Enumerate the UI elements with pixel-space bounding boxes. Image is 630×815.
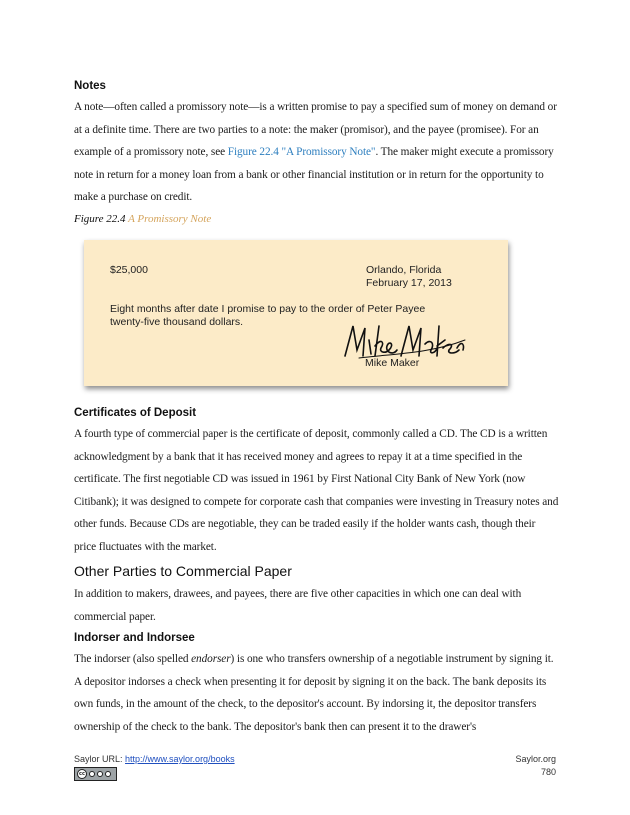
promissory-note-image [84, 240, 508, 386]
cc-sa-icon [105, 771, 111, 777]
notes-heading: Notes [74, 80, 106, 92]
cd-section [74, 407, 560, 558]
footer-url-label: Saylor URL: [74, 754, 126, 764]
notes-paragraph: A note—often called a promissory note—is a written promise to pay a specified sum of money on demand or at a definite time. There are two parties to a note: the maker (promisor), and the payee (promisee). For an example of a promissory note, see Figure 22.4 "A Promissory Note". The maker might execute a promissory note in return for a money loan from a bank or other financial institution or in return for the opportunity to make a purchase on credit. [74, 101, 557, 203]
footer-url-link[interactable]: http://www.saylor.org/books [125, 754, 235, 764]
check-line-1: Eight months after date I promise to pay to the order of Peter Payee [110, 303, 426, 315]
check-line-2: twenty-five thousand dollars. [110, 316, 244, 328]
check-date: February 17, 2013 [366, 277, 452, 289]
notes-section [74, 80, 560, 225]
cc-nc-icon [97, 771, 103, 777]
page-number: 780 [540, 767, 556, 777]
other-parties-heading: Other Parties to Commercial Paper [74, 563, 292, 579]
check-amount: $25,000 [110, 264, 148, 276]
check-place: Orlando, Florida [366, 264, 442, 276]
indorser-heading: Indorser and Indorsee [74, 632, 195, 644]
other-parties-paragraph: In addition to makers, drawees, and payees, there are five other capacities in which one can deal with commercial paper. [74, 588, 522, 623]
indorser-paragraph: The indorser (also spelled endorser) is one who transfers ownership of a negotiable instrument by signing it. A depositor indorses a check when presenting it for deposit by signing it on the back. The bank deposits its own funds, in the amount of the check, to the depositor's account. By indorsing it, the depositor transfers ownership of the check to the bank. The depositor's bank then can present it to the drawer's [74, 653, 554, 733]
cd-heading: Certificates of Deposit [74, 407, 197, 419]
figure-link[interactable]: Figure 22.4 "A Promissory Note" [227, 146, 376, 158]
check-signer-name: Mike Maker [365, 357, 420, 369]
cc-by-icon [89, 771, 95, 777]
cd-paragraph: A fourth type of commercial paper is the certificate of deposit, commonly called a CD. The CD is a written acknowledgment by a bank that it has received money and agrees to repay it at a time specified in the certificate. The first negotiable CD was issued in 1961 by First National City Bank of New York (now Citibank); it was designed to compete for corporate cash that companies were investing in Treasury notes and other funds. Because CDs are negotiable, they can be traded easily if the holder wants cash, though their price fluctuates with the market. [74, 428, 559, 553]
cc-logo-icon: cc [77, 769, 87, 779]
footer-site: Saylor.org [515, 754, 556, 764]
figure-caption: Figure 22.4 A Promissory Note [74, 212, 212, 225]
indorser-section [74, 632, 560, 738]
cc-license-icon [74, 767, 117, 781]
other-parties-section [74, 563, 560, 628]
